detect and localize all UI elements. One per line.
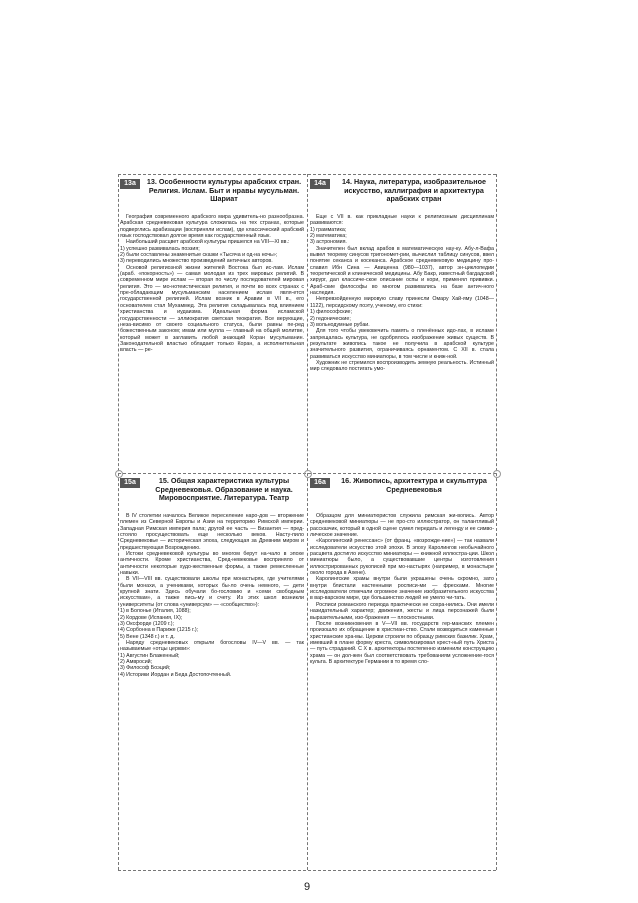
list-item: 3) вольнодумные рубаи.: [310, 321, 370, 328]
paragraph: Художник не стремился воспроизводить земную реальность. Истинный мир следовало постигать умо-: [310, 359, 494, 373]
cut-line-center: [307, 174, 308, 870]
list-item: 1) Августин Блаженный;: [120, 652, 180, 659]
paragraph: Непревзойденную мировую славу принесли Омару Хай-яму (1048—1122), персидскому поэту, ученому, его стихи:: [310, 296, 494, 309]
list-item: 5) Вене (1348 г.) и т. д.: [120, 633, 175, 640]
card-16-tag: 16а: [310, 478, 330, 488]
paragraph: «Каролингский ренессанс» (от франц. «возрожде-ние») — так назвали исследователи искусство этой эпохи. В эпоху Каролингов необычайного расцвета достигло искусство миниатюры — книжной иллюстра-ции. Школ миниатюры было, а существовавшие центры изготовления иллюстрированных рукописей при мо-настырях (например, в монастыре около города в Ахене).: [310, 538, 494, 577]
list-item: 3) переводились множество произведений античных авторов.: [120, 258, 273, 265]
card-16-header: [310, 477, 494, 511]
list-item: 3) астрономия.: [310, 239, 347, 246]
list-item: 1) успешно развивалась поэзия;: [120, 245, 200, 252]
list-item: 4) Историки Иордан и Беда Достопочтенный.: [120, 671, 232, 678]
paragraph: Каролингские храмы внутри были украшены очень скромно, зато внутри блистали настенными росписи-ми — фресками. Многие исследователи отмечали огромное значение изобразительного искусства в вар-варском мире, где большинство людей не умело чи-тать.: [310, 576, 494, 602]
list-item: 2) математика;: [310, 233, 347, 240]
card-13-body: [120, 214, 304, 354]
card-15-title: 15. Общая характеристика культуры Средневековья. Образование и наука. Мировосприятие. Литература. Театр: [155, 477, 293, 503]
list-item: 2) гедонические;: [310, 315, 351, 322]
list-item: 2) Амвросий;: [120, 658, 153, 665]
list-item: 2) Кордове (Испания, IX);: [120, 614, 183, 621]
paragraph: Наибольший расцвет арабской культуры пришелся на VIII—XI вв.:: [126, 239, 290, 246]
list-item: 2) были составлены знаменитые сказки «Тысяча и од-на ночь»;: [120, 252, 278, 259]
list-item: 3) Философ Боэций;: [120, 665, 171, 672]
card-13-tag: 13а: [120, 179, 140, 189]
card-16: [310, 477, 494, 867]
card-15-header: [120, 477, 304, 511]
cut-line-top: [118, 174, 496, 175]
card-14-header: [310, 178, 494, 212]
paragraph: География современного арабского мира удивитель-но разнообразна. Арабская средневековая культура сложилась на тех странах, которые подверглись арабизации (восприняли ислам), где классический арабский язык господствовал долгое время как государственный язык.: [120, 214, 304, 240]
scissor-mark-icon: [493, 470, 501, 478]
card-16-title: 16. Живопись, архитектура и скульптура Средневековья: [341, 477, 487, 494]
paragraph: Образцом для миниатюристов служила римская жи-вопись. Автор средневековой миниатюры — не про-сто иллюстратор, он талантливый рассказчик, который в одной сцене сумел передать и легенду и ее симво-лическое значение.: [310, 513, 494, 539]
card-14-body: [310, 214, 494, 373]
card-13-header: [120, 178, 304, 212]
card-13: [120, 178, 304, 470]
card-14: [310, 178, 494, 470]
card-13-title: 13. Особенности культуры арабских стран. Религия. Ислам. Быт и нравы мусульман. Шариат: [146, 178, 302, 204]
paragraph: В VII—VIII вв. существовали школы при монастырях, где учителями были монахи, а учениками, которых бы-ло очень немного, — дети крупной знати. Здесь обучали бо-гословию и «семи свободным искусствам», а также пись-му и счету. Из этих школ возникли университеты (от слова «универсум» — «сообщество»):: [120, 576, 304, 608]
list-item: 1) философские;: [310, 309, 352, 316]
cut-line-left: [118, 174, 119, 870]
card-15-body: [120, 513, 304, 678]
list-item: 4) Сорбонна в Париже (1215 г.);: [120, 627, 199, 634]
paragraph: Росписи романского периода практически не сохра-нились. Они имели назидательный характер; движения, жесты и лица персонажей были выразительными, изо-бражения — плоскостными.: [310, 601, 494, 621]
paragraph: Истоки средневековой культуры во многом берут на-чало в эпохе античности. Кроме христианства, Сред-невековье восприняло от античности некоторые худо-жественные формы, а также ремесленные навыки.: [120, 551, 304, 577]
card-15: [120, 477, 304, 867]
paragraph: В IV столетии началось Великое переселение наро-дов — вторжение племен из Северной Европы и Азии на территорию Римской империи. Западная Римская империя пала; другой ее часть — Византия — пред-стояло просуществовать еще несколько веков. Насту-пило Средневековье — историческая эпоха, следующая за Древним миром и предшествующая Возрождению.: [120, 513, 304, 551]
list-item: 1) грамматика;: [310, 226, 347, 233]
page-number: 9: [304, 881, 311, 893]
card-14-tag: 14а: [310, 179, 330, 189]
paragraph: Значителен был вклад арабов в математическую нау-ку. Абу-л-Вафа вывел теорему синусов тригономет-рии, вычислил таблицу синусов, ввел понятие секанса и косеканса. Арабское средневековую медицину про-славил Ибн Сина — Авиценна (980—1037), автор эн-циклопедии теоретической и клинической медицины. Абу Бакр, известный багдадский хирург, дал классиче-ское описание оспы и кори, применял прививки. Араб-ские философы во многом развивались на базе антич-ного наследия.: [310, 245, 494, 297]
paragraph: Основой религиозной жизни жителей Востока был ис-лам. Ислам (араб. «покорность») — самая молодая из трех мировых религий. В современном мире ислам — вторая по числу последователей мировая религия. Это — мо-нотеистическая религия, и почти во всех странах с пре-обладающим мусульманским населением ислам явля-ется государственной религией. Ислам возник в Аравии в VII в., его основателем стал Мухаммед. Эта религия складывалась под влиянием христианства и иудаизма. Идеальная форма исламской государственности — эллиократия светская теократия. Все верующие, неза-висимо от своего социального статуса, были равны пе-ред божественным законом; имам или мулла — главный на общей молитве, который может в заглавить любой знающий Коран мусульманин. Законодательной властью обладает только Коран, а исполнительная власть — ре-: [120, 264, 304, 354]
card-15-tag: 15а: [120, 478, 140, 488]
card-16-body: [310, 513, 494, 665]
paragraph: Для того чтобы увековечить память о пленённых идо-лах, в исламе запрещалась культура, не одобрялось изображение живых существ. В результате живопись такое не получила в арабской культуре значительного развития, ограничиваясь орнаментом. С XII в. стала развиваться искусство миниатюры, в том числе и книж-ной.: [310, 328, 494, 360]
paragraph: Наряду средневековых открыли богословы IV—V вв. — так называемые «отцы церкви»:: [120, 639, 304, 653]
paragraph: Еще с VII в. как прикладные науки к религиозным дисциплинам развиваются:: [310, 214, 494, 227]
cut-line-bottom: [118, 870, 496, 871]
cut-line-right: [496, 174, 497, 870]
list-item: 3) Оксфорде (1209 г.);: [120, 620, 174, 627]
paragraph: После возникновения в V—VII вв. государств гер-манских племен произошло их обращение в христиан-ство. Стали возводиться каменные христианские хра-мы. Церкви строили по образцу римских базилик. Храм, имевший в плане форму креста, символизировал крест-ный путь Христа — путь страданий. С Х в. архитекторы постепенно изменили конструкцию храма — он дол-жен был соответствовать требованиям усложнение-гося культа. В архитектуре Германии в то время сло-: [310, 620, 494, 665]
card-14-title: 14. Наука, литература, изобразительное искусство, каллиграфия и архитектура арабских стран: [342, 178, 486, 204]
list-item: 1) в Болонье (Италия, 1088);: [120, 608, 191, 615]
